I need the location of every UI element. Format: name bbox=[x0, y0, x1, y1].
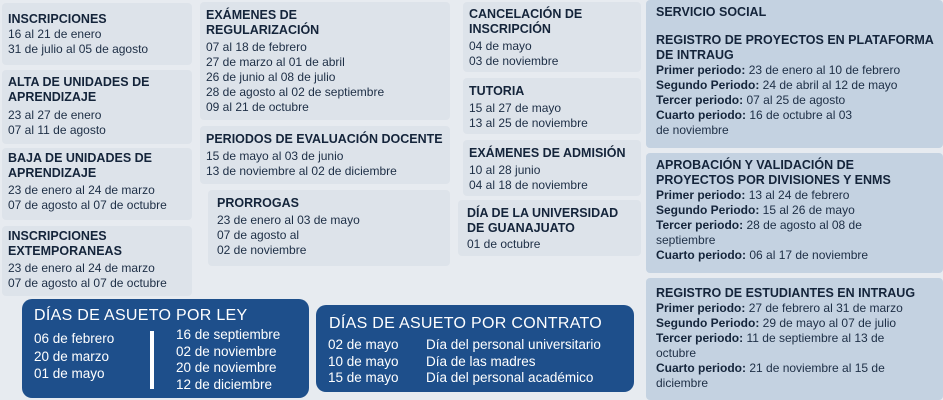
prorrogas-date-3: 02 de noviembre bbox=[217, 243, 307, 257]
asueto-contrato-dates bbox=[328, 337, 399, 387]
card-alta bbox=[2, 70, 192, 144]
period-value: 28 de agosto al 08 de septiembre bbox=[656, 218, 862, 247]
inscripciones-date-2: 31 de julio al 05 de agosto bbox=[8, 42, 149, 56]
asueto-ley-left-list bbox=[34, 330, 114, 383]
period-label: Cuarto periodo: bbox=[656, 108, 746, 122]
tutoria-date-2: 13 al 25 de noviembre bbox=[469, 116, 588, 130]
regularizacion-date-1: 07 al 18 de febrero bbox=[206, 40, 307, 54]
extemporaneas-title: INSCRIPCIONES EXTEMPORANEAS bbox=[8, 229, 122, 258]
period-value: 11 de septiembre al 13 de octubre bbox=[656, 331, 885, 360]
asueto-contrato-desc: Día del personal universitario bbox=[426, 337, 601, 352]
aprobacion-period-4 bbox=[656, 248, 937, 263]
asueto-contrato-date: 10 de mayo bbox=[328, 353, 399, 369]
period-label: Primer periodo: bbox=[656, 188, 746, 202]
registro-proyectos-period-3 bbox=[656, 93, 937, 108]
asueto-ley-date: 01 de mayo bbox=[34, 366, 105, 381]
registro-proyectos-period-2 bbox=[656, 78, 937, 93]
period-value: 07 al 25 de agosto bbox=[743, 93, 846, 107]
period-label: Primer periodo: bbox=[656, 63, 746, 77]
regularizacion-title: EXÁMENES DE REGULARIZACIÓN bbox=[206, 8, 320, 37]
period-label: Cuarto periodo: bbox=[656, 361, 746, 375]
registro-estudiantes-title: REGISTRO DE ESTUDIANTES EN INTRAUG bbox=[656, 286, 916, 300]
aprobacion-period-1 bbox=[656, 188, 937, 203]
baja-title: BAJA DE UNIDADES DE APRENDIZAJE bbox=[8, 151, 153, 180]
asueto-contrato-title: DÍAS DE ASUETO POR CONTRATO bbox=[329, 315, 603, 332]
alta-date-2: 07 al 11 de agosto bbox=[8, 123, 106, 137]
period-value: 21 de noviembre al 15 de diciembre bbox=[656, 361, 885, 390]
alta-date-1: 23 al 27 de enero bbox=[8, 108, 102, 122]
period-value: 15 al 26 de mayo bbox=[759, 203, 855, 217]
asueto-contrato-date: 15 de mayo bbox=[328, 370, 399, 385]
prorrogas-date-1: 23 de enero al 03 de mayo bbox=[217, 213, 360, 227]
evaluacion-date-1: 15 de mayo al 03 de junio bbox=[206, 149, 344, 163]
inscripciones-title: INSCRIPCIONES bbox=[8, 12, 107, 26]
period-label: Tercer periodo: bbox=[656, 93, 744, 107]
regularizacion-date-4: 28 de agosto al 02 de septiembre bbox=[206, 85, 385, 99]
extemporaneas-date-2: 07 de agosto al 07 de octubre bbox=[8, 276, 167, 290]
alta-title: ALTA DE UNIDADES DE APRENDIZAJE bbox=[8, 75, 150, 104]
registro-proyectos-period-4 bbox=[656, 108, 866, 138]
asueto-ley-date: 16 de septiembre bbox=[176, 327, 281, 342]
cancelacion-date-1: 04 de mayo bbox=[469, 39, 532, 53]
asueto-ley-date: 20 de marzo bbox=[34, 348, 110, 364]
servicio-social-title: SERVICIO SOCIAL bbox=[656, 5, 767, 19]
period-label: Tercer periodo: bbox=[656, 218, 744, 232]
card-servicio-social bbox=[646, 0, 943, 148]
inscripciones-date-1: 16 al 21 de enero bbox=[8, 27, 102, 41]
regularizacion-date-3: 26 de junio al 08 de julio bbox=[206, 70, 336, 84]
tutoria-date-1: 15 al 27 de mayo bbox=[469, 101, 562, 115]
card-aprobacion bbox=[646, 153, 943, 273]
period-label: Tercer periodo: bbox=[656, 331, 744, 345]
period-value: 23 de enero al 10 de febrero bbox=[745, 63, 901, 77]
period-value: 06 al 17 de noviembre bbox=[746, 248, 869, 262]
period-value: 16 de octubre al 03 de noviembre bbox=[656, 108, 853, 137]
registro-estudiantes-period-2 bbox=[656, 316, 937, 331]
registro-proyectos-title: REGISTRO DE PROYECTOS EN PLATAFORMA DE INTRAUG bbox=[656, 33, 934, 62]
regularizacion-date-2: 27 de marzo al 01 de abril bbox=[206, 55, 345, 69]
period-label: Segundo Periodo: bbox=[656, 316, 760, 330]
registro-estudiantes-period-3 bbox=[656, 331, 896, 361]
card-prorrogas bbox=[208, 190, 450, 266]
card-regularizacion bbox=[200, 2, 450, 120]
aprobacion-title: APROBACIÓN Y VALIDACIÓN DE PROYECTOS POR DIVISIONES Y ENMS bbox=[656, 158, 891, 187]
card-baja bbox=[2, 148, 192, 220]
period-value: 24 de abril al 12 de mayo bbox=[759, 78, 898, 92]
period-value: 27 de febrero al 31 de marzo bbox=[745, 301, 903, 315]
period-value: 13 al 24 de febrero bbox=[745, 188, 850, 202]
period-label: Primer periodo: bbox=[656, 301, 746, 315]
card-evaluacion bbox=[200, 126, 450, 184]
tutoria-title: TUTORIA bbox=[469, 84, 525, 98]
card-cancelacion bbox=[463, 2, 641, 72]
asueto-contrato-date: 02 de mayo bbox=[328, 337, 399, 352]
asueto-ley-date: 02 de noviembre bbox=[176, 343, 277, 359]
baja-date-1: 23 de enero al 24 de marzo bbox=[8, 183, 155, 197]
asueto-contrato-desc: Día de las madres bbox=[426, 353, 536, 369]
asueto-contrato-desc: Día del personal académico bbox=[426, 370, 594, 385]
asueto-ley-divider bbox=[150, 331, 154, 389]
extemporaneas-date-1: 23 de enero al 24 de marzo bbox=[8, 261, 155, 275]
asueto-ley-date: 20 de noviembre bbox=[176, 360, 277, 375]
asueto-ley-date: 12 de diciembre bbox=[176, 376, 273, 392]
card-tutoria bbox=[463, 78, 641, 134]
card-inscripciones bbox=[2, 3, 192, 65]
aprobacion-period-3 bbox=[656, 218, 871, 248]
prorrogas-date-2: 07 de agosto al bbox=[217, 228, 300, 242]
evaluacion-date-2: 13 de noviembre al 02 de diciembre bbox=[206, 164, 397, 178]
cancelacion-date-2: 03 de noviembre bbox=[469, 54, 559, 68]
admision-date-2: 04 al 18 de noviembre bbox=[469, 178, 588, 192]
period-label: Segundo Periodo: bbox=[656, 203, 760, 217]
card-dia-universidad bbox=[458, 200, 641, 256]
registro-estudiantes-period-4 bbox=[656, 361, 886, 391]
period-value: 29 de mayo al 07 de julio bbox=[759, 316, 897, 330]
prorrogas-title: PRORROGAS bbox=[217, 196, 299, 210]
registro-estudiantes-period-1 bbox=[656, 301, 937, 316]
baja-date-2: 07 de agosto al 07 de octubre bbox=[8, 198, 167, 212]
asueto-ley-title: DÍAS DE ASUETO POR LEY bbox=[34, 307, 248, 324]
asueto-contrato-descs bbox=[426, 337, 601, 387]
period-label: Segundo Periodo: bbox=[656, 78, 760, 92]
asueto-ley-right-list bbox=[176, 327, 280, 393]
dia-universidad-title: DÍA DE LA UNIVERSIDAD DE GUANAJUATO bbox=[467, 206, 619, 235]
period-label: Cuarto periodo: bbox=[656, 248, 746, 262]
evaluacion-title: PERIODOS DE EVALUACIÓN DOCENTE bbox=[206, 132, 443, 146]
asueto-ley-date: 06 de febrero bbox=[34, 331, 115, 346]
cancelacion-title: CANCELACIÓN DE INSCRIPCIÓN bbox=[469, 7, 583, 36]
banner-asueto-contrato bbox=[316, 305, 634, 392]
card-registro-estudiantes bbox=[646, 278, 943, 400]
banner-asueto-ley bbox=[22, 299, 309, 398]
registro-proyectos-period-1 bbox=[656, 63, 937, 78]
aprobacion-period-2 bbox=[656, 203, 937, 218]
card-admision bbox=[463, 140, 641, 196]
admision-title: EXÁMENES DE ADMISIÓN bbox=[469, 146, 626, 160]
card-extemporaneas bbox=[2, 226, 192, 296]
dia-universidad-date-1: 01 de octubre bbox=[467, 237, 541, 251]
regularizacion-date-5: 09 al 21 de octubre bbox=[206, 100, 309, 114]
admision-date-1: 10 al 28 junio bbox=[469, 163, 541, 177]
